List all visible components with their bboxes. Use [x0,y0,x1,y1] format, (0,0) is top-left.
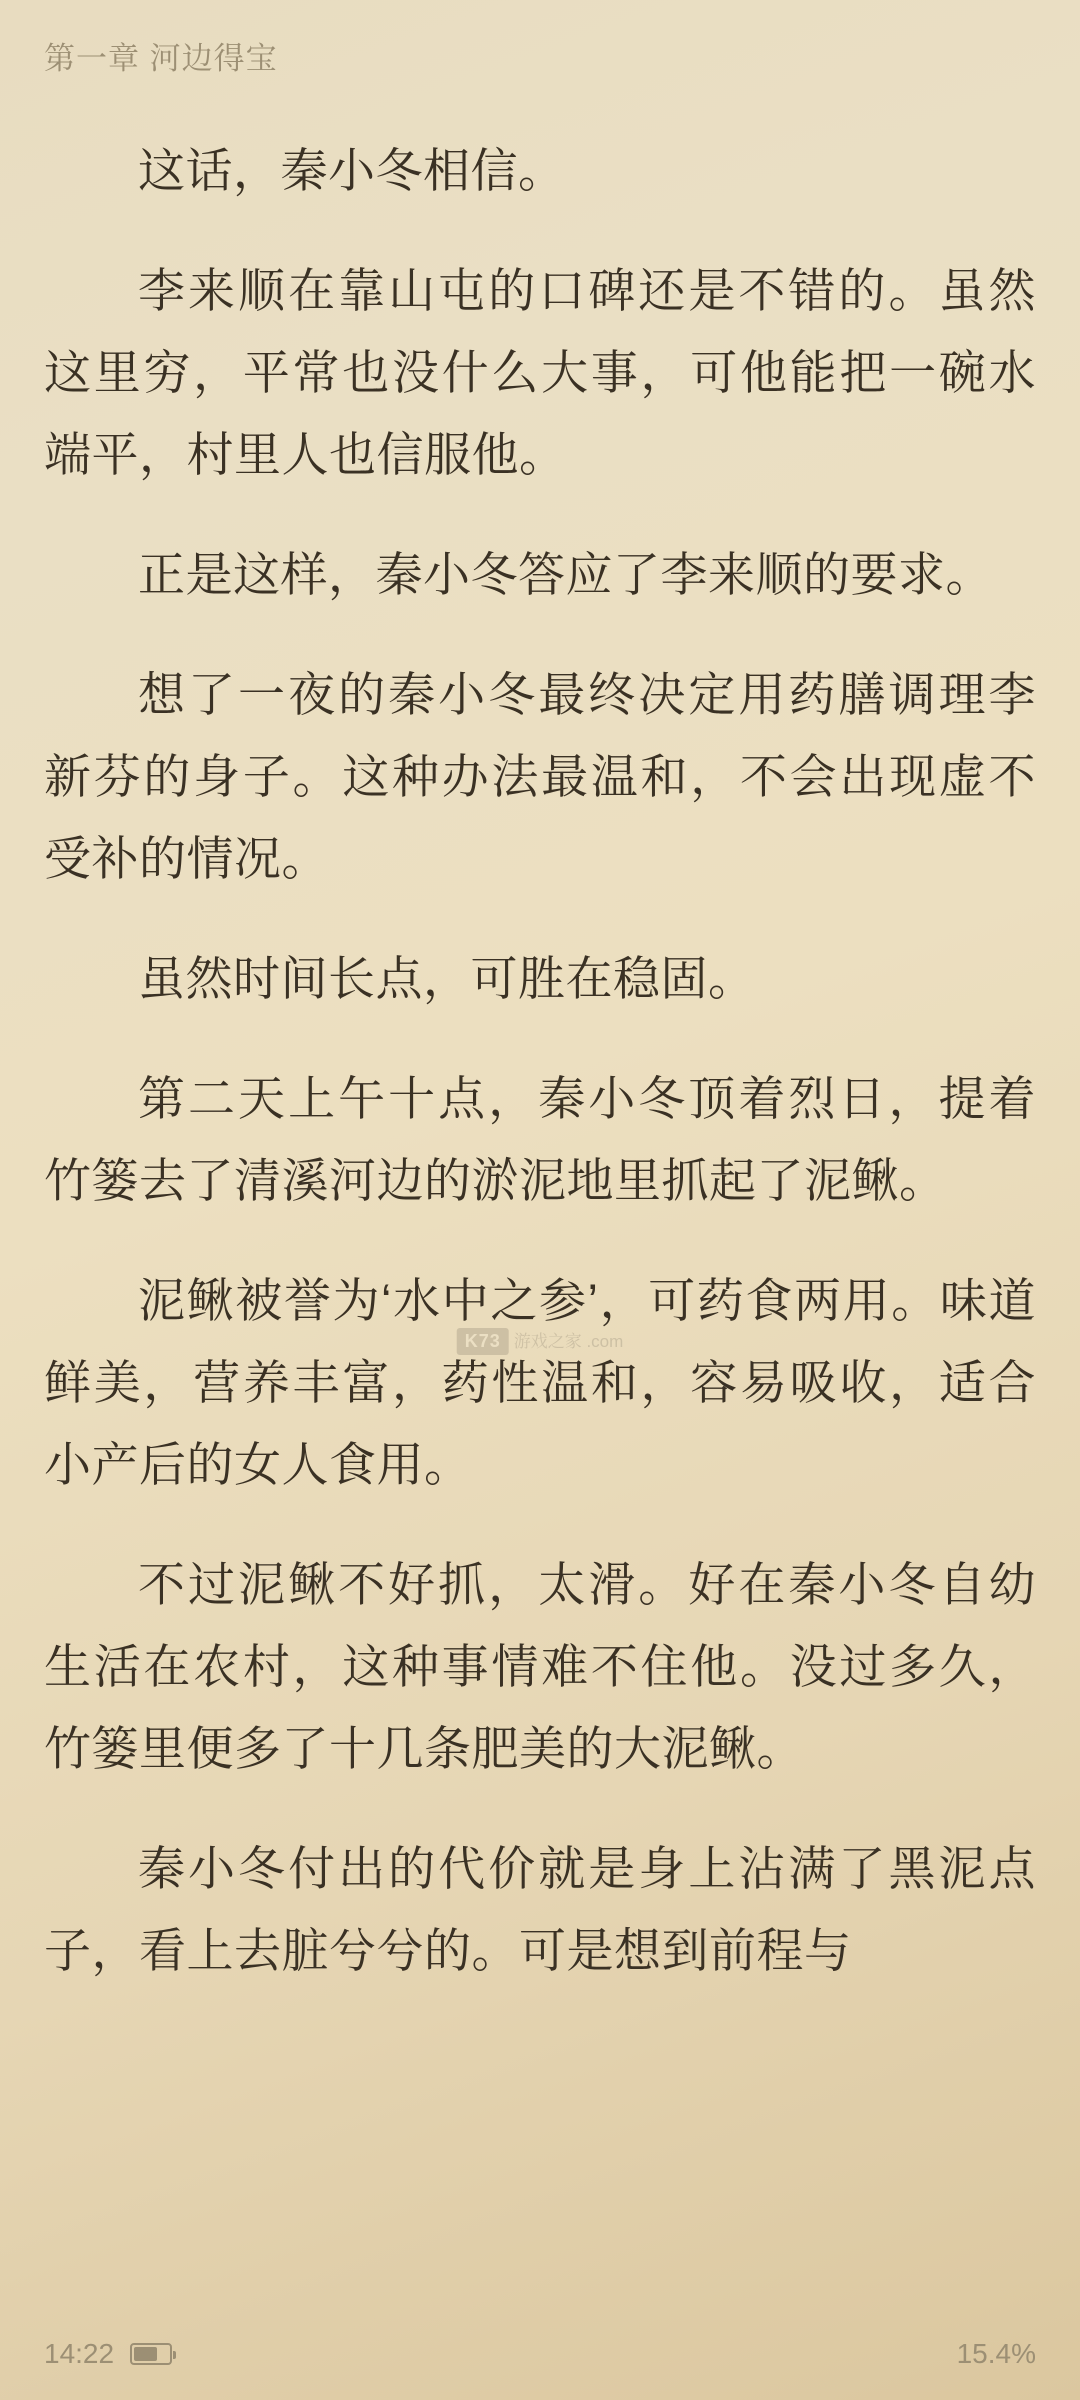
paragraph: 不过泥鳅不好抓，太滑。好在秦小冬自幼生活在农村，这种事情难不住他。没过多久，竹篓里便多了十几条肥美的大泥鳅。 [44,1558,1036,1775]
clock-label: 14:22 [44,2338,115,2369]
reading-progress-label: 15.4% [956,2338,1036,2369]
paragraph: 正是这样，秦小冬答应了李来顺的要求。 [138,548,993,601]
paragraph: 泥鳅被誉为‘水中之参’，可药食两用。味道鲜美，营养丰富，药性温和，容易吸收，适合小产后的女人食用。 [44,1274,1036,1491]
paragraph: 第二天上午十点，秦小冬顶着烈日，提着竹篓去了清溪河边的淤泥地里抓起了泥鳅。 [44,1072,1036,1207]
battery-icon [130,2343,172,2365]
reader-footer [0,2308,1080,2400]
reader-content[interactable] [0,110,1080,2308]
paragraph: 虽然时间长点，可胜在稳固。 [138,952,756,1005]
paragraph: 李来顺在靠山屯的口碑还是不错的。虽然这里穷，平常也没什么大事，可他能把一碗水端平，村里人也信服他。 [44,264,1036,481]
paragraph: 秦小冬付出的代价就是身上沾满了黑泥点子，看上去脏兮兮的。可是想到前程与 [44,1842,1036,1977]
reader-header [0,0,1080,110]
watermark-text: 游戏之家 .com [513,1331,624,1351]
paragraph: 想了一夜的秦小冬最终决定用药膳调理李新芬的身子。这种办法最温和，不会出现虚不受补的情况。 [44,668,1036,885]
chapter-title: 第一章 河边得宝 [44,40,278,76]
footer-status-group [44,2338,172,2370]
paragraph: 这话，秦小冬相信。 [138,144,566,197]
battery-fill [134,2347,157,2361]
watermark-badge: K73 [457,1328,509,1355]
